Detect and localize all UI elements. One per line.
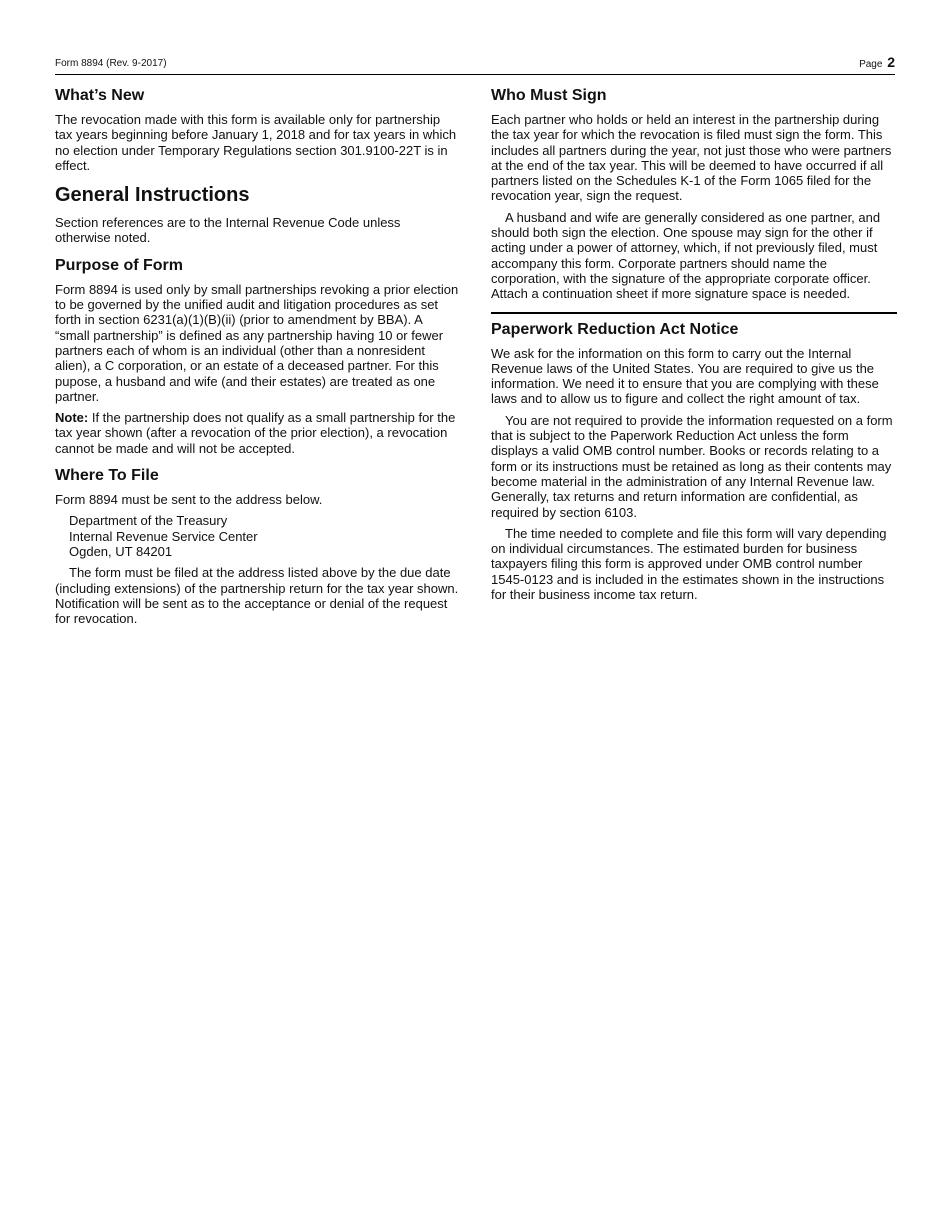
where-to-file-heading: Where To File [55, 467, 159, 485]
general-instructions-text: Section references are to the Internal Revenue Code unless otherwise noted. [55, 215, 401, 246]
general-instructions-section [55, 183, 459, 246]
paperwork-heading: Paperwork Reduction Act Notice [491, 320, 739, 338]
who-must-sign-heading: Who Must Sign [491, 87, 607, 104]
section-divider [491, 312, 897, 314]
who-must-sign-section [491, 86, 897, 302]
note-text: If the partnership does not qualify as a small partnership for the tax year shown (after a revocation of the prior election), a revocation cannot be made and will not be accepted. [55, 410, 456, 456]
purpose-section [55, 256, 459, 456]
who-must-sign-paragraph: A husband and wife are generally considered as one partner, and should both sign the election. One spouse may sign for the other if acting under a power of attorney, which, if not previously filed, must accompany this form. Corporate partners should name the corporation, with the signature of the appropriate corporate officer. Attach a continuation sheet if more signature space is needed. [491, 209, 881, 302]
purpose-note [55, 410, 459, 456]
page-indicator [859, 54, 895, 70]
whats-new-text: The revocation made with this form is available only for partnership tax years beginning before January 1, 2018 and for tax years in which no election under Temporary Regulations section 301.9100-22T is in effect. [55, 112, 457, 173]
paperwork-paragraph: We ask for the information on this form to carry out the Internal Revenue laws of the United States. You are required to give us the information. We need it to ensure that you are complying with these laws and to allow us to figure and collect the right amount of tax. [491, 345, 879, 407]
right-column [491, 86, 897, 612]
address-line: Internal Revenue Service Center [69, 528, 258, 544]
where-to-file-section [55, 466, 459, 626]
form-identifier: Form 8894 (Rev. 9-2017) [55, 58, 167, 69]
whats-new-section [55, 86, 459, 173]
note-label: Note: [55, 410, 89, 426]
address-line: Department of the Treasury [69, 513, 228, 529]
where-to-file-intro: Form 8894 must be sent to the address below. [55, 492, 323, 508]
paperwork-paragraph: The time needed to complete and file this form will vary depending on individual circumstances. The estimated burden for business taxpayers filing this form is approved under OMB control number 1545-0123 and is included in the estimates shown in the instructions for their business income tax return. [491, 525, 887, 603]
paperwork-section [491, 320, 897, 603]
general-instructions-heading: General Instructions [55, 184, 250, 207]
page-label: Page [859, 59, 883, 70]
who-must-sign-paragraph: Each partner who holds or held an interest in the partnership during the tax year for which the revocation is filed must sign the form. This includes all partners during the year, not just those who were partners at the end of the tax year. This will be deemed to have occurred if all partners listed on the Schedules K-1 of the Form 1065 filed for the revocation year, sign the request. [491, 112, 892, 204]
page-header [55, 54, 895, 75]
purpose-text: Form 8894 is used only by small partnerships revoking a prior election to be governed by the unified audit and litigation procedures as set forth in section 6231(a)(1)(B)(ii) (prior to amendment by BBA). A “small partnership” is defined as any partnership having 10 or fewer partners each of whom is an individual (other than a nonresident alien), a C corporation, or an estate of a deceased partner. For this pupose, a husband and wife (and their estates) are treated as one partner. [55, 281, 459, 404]
paperwork-paragraph: You are not required to provide the information requested on a form that is subject to the Paperwork Reduction Act unless the form displays a valid OMB control number. Books or records relating to a form or its instructions must be retained as long as their contents may become material in the administration of any Internal Revenue law. Generally, tax returns and return information are confidential, as required by section 6103. [491, 412, 893, 520]
where-to-file-text: The form must be filed at the address listed above by the due date (including extensions) of the partnership return for the tax year shown. Notification will be sent as to the acceptance or denial of the request for revocation. [55, 565, 459, 627]
page-number: 2 [887, 54, 895, 70]
address-line: Ogden, UT 84201 [69, 543, 173, 559]
purpose-heading: Purpose of Form [55, 256, 184, 274]
mailing-address [69, 513, 459, 559]
left-column [55, 86, 459, 636]
whats-new-heading: What’s New [55, 87, 145, 104]
